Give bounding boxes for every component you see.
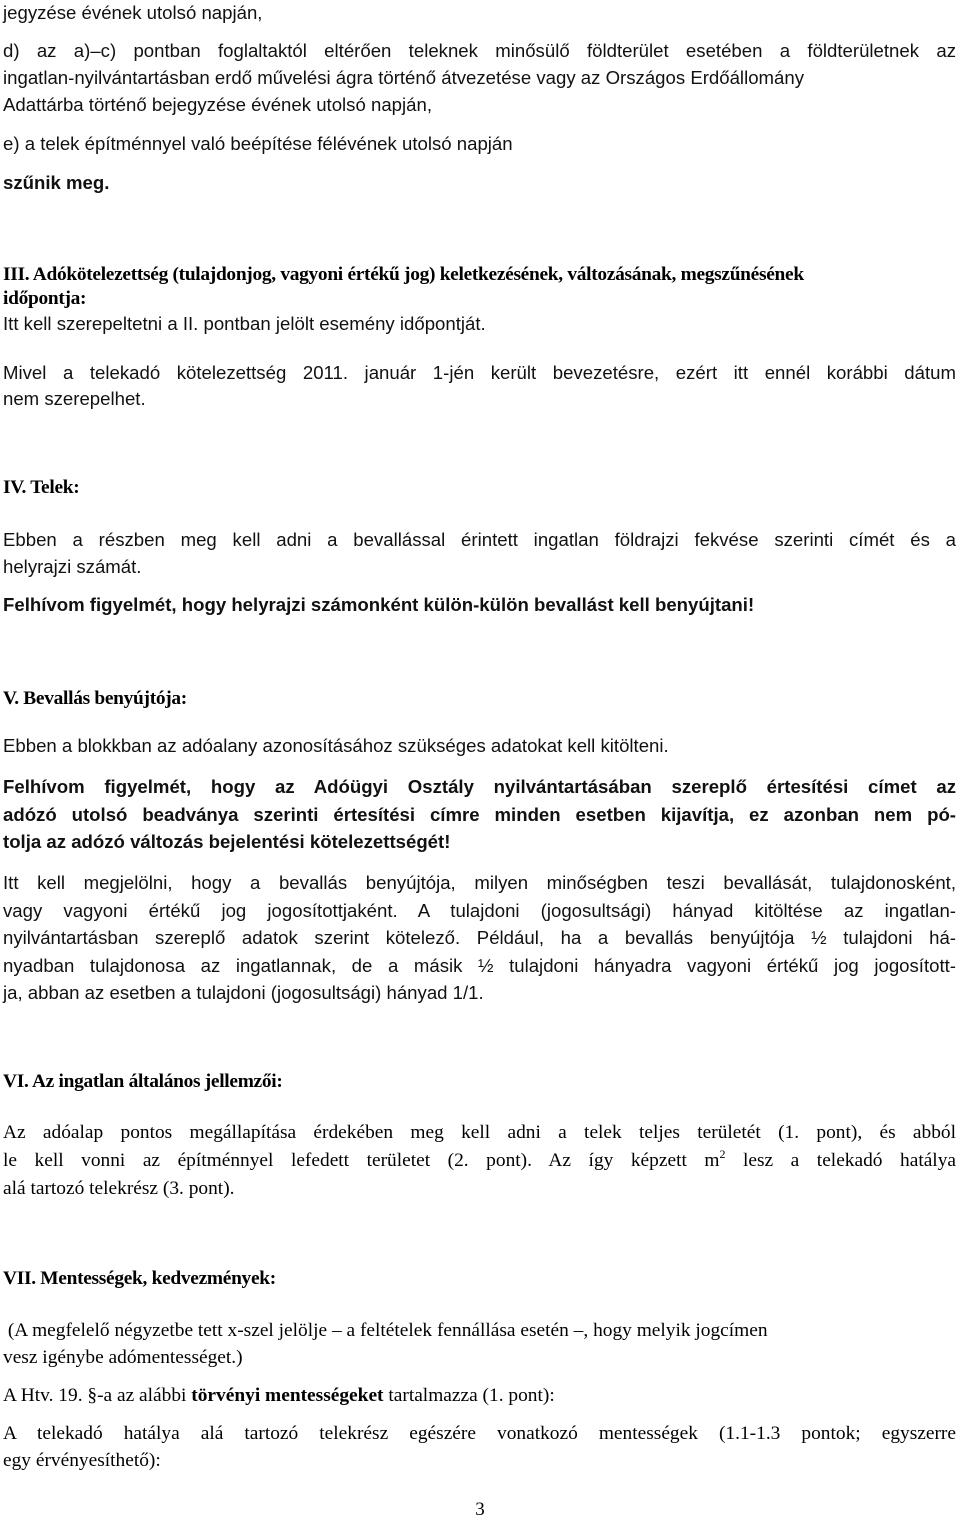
text-line: Ebben a blokkban az adóalany azonosításához szükséges adatokat kell kitölteni.	[3, 735, 669, 756]
text-line: e) a telek építménnyel való beépítése félévének utolsó napján	[3, 133, 513, 154]
notice-text: adózó utolsó beadványa szerinti értesítési címre minden esetben kijavítja, ez azonban nem pó-	[3, 804, 956, 825]
text-fragment: A Htv. 19. §-a az alábbi	[3, 1385, 192, 1406]
notice-text: tolja az adózó változás bejelentési kötelezettségét!	[3, 831, 451, 852]
text-line: nyilvántartásban szereplő adatok szerint kötelező. Például, ha a bevallás benyújtója ½ tulajdoni há-	[3, 927, 956, 948]
text-line: Ebben a részben meg kell adni a bevallással érintett ingatlan földrajzi fekvése szerinti címét és a	[3, 529, 956, 550]
section-heading-iv: IV. Telek:	[3, 477, 80, 498]
text-line	[3, 1147, 956, 1172]
text-line: d) az a)–c) pontban foglaltaktól eltérően teleknek minősülő földterület esetében a földterületnek az	[3, 40, 956, 61]
text-line: Mivel a telekadó kötelezettség 2011. január 1-jén került bevezetésre, ezért itt ennél korábbi dátum	[3, 362, 956, 383]
text-line: A telekadó hatálya alá tartozó telekrész egészére vonatkozó mentességek (1.1-1.3 pontok; egyszerre	[3, 1423, 956, 1444]
page-number: 3	[475, 1499, 485, 1520]
text-line: helyrajzi számát.	[3, 556, 142, 577]
section-heading-vi: VI. Az ingatlan általános jellemzői:	[3, 1071, 283, 1092]
text-fragment: lesz a telekadó hatálya	[725, 1150, 956, 1171]
text-line: Itt kell megjelölni, hogy a bevallás benyújtója, milyen minőségben teszi bevallását, tulajdonosként,	[3, 872, 956, 893]
text-line: ja, abban az esetben a tulajdoni (jogosultsági) hányad 1/1.	[3, 982, 484, 1003]
section-heading-v: V. Bevallás benyújtója:	[3, 688, 187, 709]
notice-text: Felhívom figyelmét, hogy helyrajzi számonként külön-külön bevallást kell benyújtani!	[3, 594, 755, 615]
text-line: vagy vagyoni értékű jog jogosítottjaként. A tulajdoni (jogosultsági) hányad kitöltése az ingatlan-	[3, 900, 956, 921]
text-line: nem szerepelhet.	[3, 388, 146, 409]
bold-fragment: törvényi mentességeket	[191, 1385, 384, 1406]
text-line: alá tartozó telekrész (3. pont).	[3, 1178, 235, 1199]
superscript: 2	[719, 1147, 726, 1161]
text-line: Adattárba történő bejegyzése évének utolsó napján,	[3, 94, 432, 115]
text-fragment: le kell vonni az építménnyel lefedett területet (2. pont). Az így képzett m	[3, 1150, 720, 1171]
text-fragment: tartalmazza (1. pont):	[383, 1385, 555, 1406]
notice-text: Felhívom figyelmét, hogy az Adóügyi Osztály nyilvántartásában szereplő értesítési címet az	[3, 776, 956, 797]
text-line: egy érvényesíthető):	[3, 1450, 161, 1471]
text-line: vesz igénybe adómentességet.)	[3, 1347, 243, 1368]
text-line	[3, 1385, 555, 1407]
text-line: szűnik meg.	[3, 172, 110, 193]
text-line: nyadban tulajdonosa az ingatlannak, de a másik ½ tulajdoni hányadra vagyoni értékű jog jogosított-	[3, 955, 956, 976]
section-heading-vii: VII. Mentességek, kedvezmények:	[3, 1268, 276, 1289]
text-line: (A megfelelő négyzetbe tett x-szel jelölje – a feltételek fennállása esetén –, hogy melyik jogcímen	[3, 1320, 768, 1341]
text-line: jegyzése évének utolsó napján,	[3, 2, 263, 23]
text-line: ingatlan-nyilvántartásban erdő művelési ágra történő átvezetése vagy az Országos Erdőállomány	[3, 67, 805, 88]
section-heading-iii: III. Adókötelezettség (tulajdonjog, vagyoni értékű jog) keletkezésének, változásának, megszűnésének	[3, 264, 804, 285]
text-line: Itt kell szerepeltetni a II. pontban jelölt esemény időpontját.	[3, 313, 486, 334]
text-line: Az adóalap pontos megállapítása érdekében meg kell adni a telek teljes területét (1. pont), és abból	[3, 1122, 956, 1143]
section-heading-iii-cont: időpontja:	[3, 288, 87, 309]
